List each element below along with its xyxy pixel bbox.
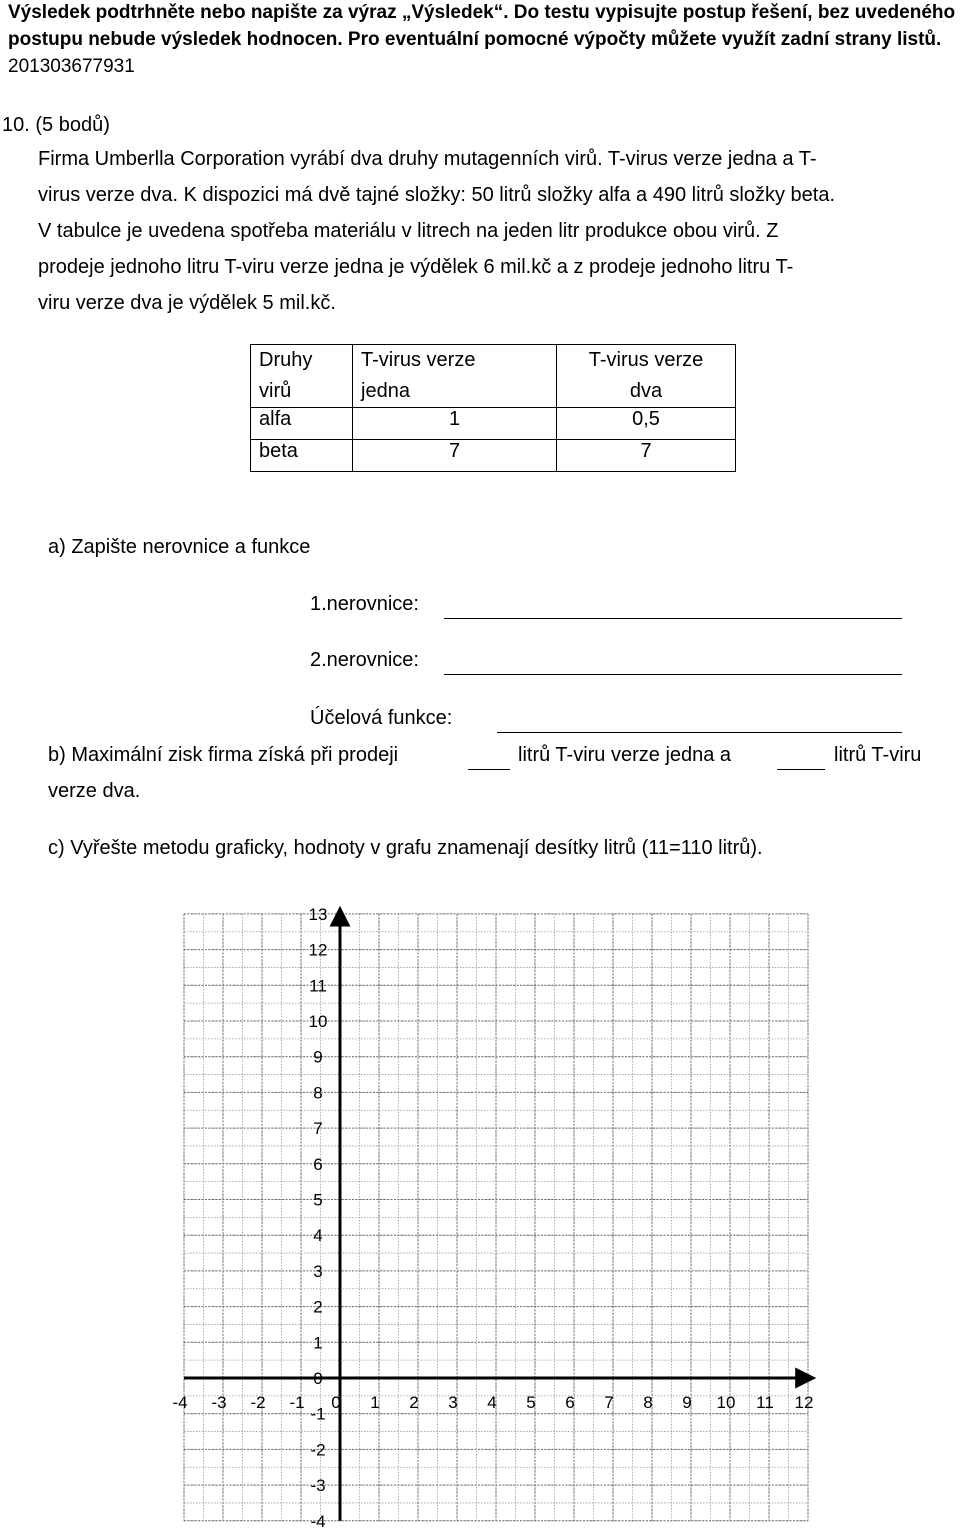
y-tick-label: -4 — [310, 1511, 326, 1528]
header-text: T-virus verze — [361, 349, 476, 371]
task-b-text: litrů T-viru — [834, 744, 922, 766]
table-header-cell — [353, 345, 557, 408]
objective-function-label: Účelová funkce: — [310, 707, 453, 729]
problem-text-line: virus verze dva. K dispozici má dvě tajné složky: 50 litrů složky alfa a 490 litrů složky beta. — [38, 184, 836, 206]
y-tick-label: 10 — [308, 1012, 328, 1031]
x-tick-label: 4 — [487, 1393, 497, 1412]
x-tick-label: -2 — [250, 1393, 266, 1412]
problem-text-line: V tabulce je uvedena spotřeba materiálu v litrech na jeden litr produkce obou virů. Z — [38, 220, 779, 242]
test-id: 201303677931 — [8, 56, 135, 77]
instructions-line-2: postupu nebude výsledek hodnocen. Pro eventuální pomocné výpočty můžete využít zadní strany listů. — [8, 29, 942, 50]
table-cell: 7 — [557, 440, 736, 472]
y-tick-label: 11 — [309, 976, 327, 996]
liters-version-two-blank[interactable] — [777, 751, 825, 770]
axes — [184, 910, 812, 1521]
y-tick-label: 5 — [313, 1190, 323, 1210]
y-axis-labels — [309, 905, 328, 1528]
header-text: jedna — [361, 380, 410, 402]
table-cell: alfa — [251, 408, 353, 440]
coordinate-grid[interactable] — [0, 880, 960, 1528]
table-row — [251, 408, 736, 440]
y-tick-label: 2 — [313, 1297, 323, 1317]
liters-version-one-blank[interactable] — [468, 751, 510, 770]
y-tick-label: -1 — [310, 1404, 326, 1424]
y-tick-label: 13 — [308, 904, 328, 924]
y-tick-label: 1 — [313, 1333, 323, 1353]
inequality-2-label: 2.nerovnice: — [310, 649, 419, 671]
y-tick-label: 3 — [313, 1261, 323, 1281]
y-tick-label: 0 — [313, 1369, 323, 1388]
table-header-cell — [251, 345, 353, 408]
header-text: Druhy — [259, 349, 313, 371]
instructions-line-1: Výsledek podtrhněte nebo napište za výraz „Výsledek“. Do testu vypisujte postup řešení, bez uvedeného — [8, 2, 956, 23]
header-text: T-virus verze — [588, 349, 704, 371]
task-b-text: b) Maximální zisk firma získá při prodeji — [48, 744, 399, 766]
y-tick-label: 4 — [313, 1226, 323, 1246]
x-tick-label: 11 — [756, 1393, 774, 1412]
x-tick-label: 9 — [682, 1393, 692, 1412]
problem-text-line: prodeje jednoho litru T-viru verze jedna je výdělek 6 mil.kč a z prodeje jednoho litru T- — [38, 256, 794, 278]
x-tick-label: 6 — [565, 1393, 575, 1412]
x-tick-label: 10 — [716, 1393, 736, 1412]
objective-function-blank[interactable] — [497, 714, 902, 733]
x-tick-label: -3 — [211, 1393, 227, 1412]
y-tick-label: -3 — [310, 1476, 326, 1496]
table-cell: beta — [251, 440, 353, 472]
header-text: virů — [259, 380, 292, 402]
table-row — [251, 440, 736, 472]
problem-number: 10. (5 bodů) — [2, 114, 110, 136]
table-cell: 0,5 — [557, 408, 736, 440]
problem-text-line: Firma Umberlla Corporation vyrábí dva druhy mutagenních virů. T-virus verze jedna a T- — [38, 148, 817, 170]
y-tick-label: 7 — [313, 1119, 323, 1139]
x-tick-label: 1 — [370, 1393, 380, 1412]
table-header-cell — [557, 345, 736, 408]
y-tick-label: -2 — [310, 1440, 326, 1460]
task-b-text: verze dva. — [48, 780, 141, 802]
header-text: dva — [629, 380, 663, 402]
y-tick-label: 9 — [313, 1047, 323, 1067]
x-tick-label: 12 — [794, 1393, 814, 1412]
x-tick-label: 8 — [643, 1393, 653, 1412]
table-cell: 7 — [353, 440, 557, 472]
x-tick-label: 0 — [331, 1393, 341, 1412]
task-a-label: a) Zapište nerovnice a funkce — [48, 536, 311, 558]
x-tick-label: 5 — [526, 1393, 536, 1412]
task-b-text: litrů T-viru verze jedna a — [518, 744, 732, 766]
y-tick-label: 6 — [313, 1154, 323, 1174]
y-tick-label: 12 — [308, 940, 328, 960]
consumption-table — [250, 344, 736, 472]
x-tick-label: -1 — [289, 1393, 305, 1412]
x-tick-label: 3 — [448, 1393, 458, 1412]
x-tick-label: 2 — [409, 1393, 419, 1412]
x-tick-label: -4 — [172, 1393, 188, 1412]
table-header-row — [251, 345, 736, 408]
table-cell: 1 — [353, 408, 557, 440]
inequality-1-label: 1.nerovnice: — [310, 593, 419, 615]
inequality-1-blank[interactable] — [444, 600, 902, 619]
y-tick-label: 8 — [313, 1083, 323, 1103]
task-c-label: c) Vyřešte metodu graficky, hodnoty v grafu znamenají desítky litrů (11=110 litrů). — [48, 837, 763, 859]
problem-text-line: viru verze dva je výdělek 5 mil.kč. — [38, 292, 336, 314]
x-tick-label: 7 — [604, 1393, 614, 1412]
inequality-2-blank[interactable] — [444, 656, 902, 675]
